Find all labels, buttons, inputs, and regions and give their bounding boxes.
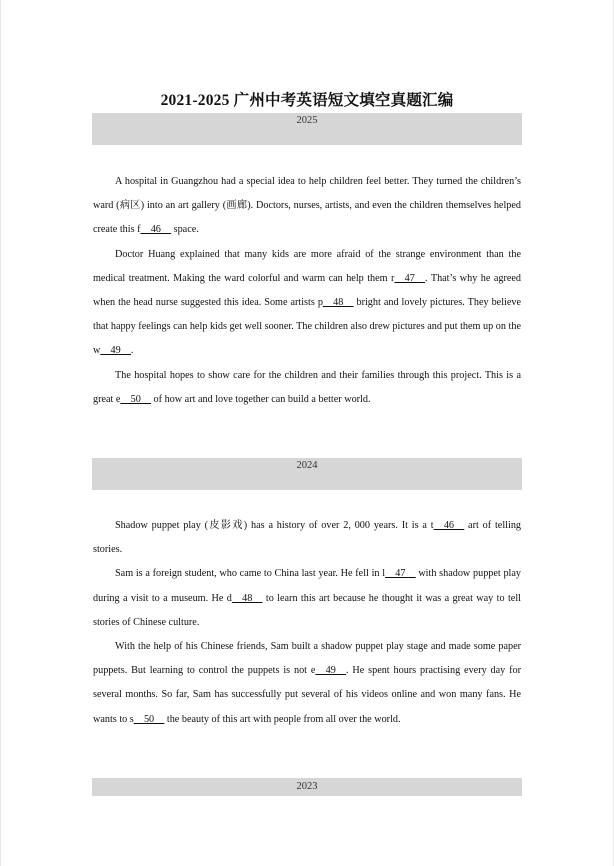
text: . That’s why he agreed when the head nurse suggested this idea. Some artists p: [93, 272, 521, 309]
text: of how art and love together can build a better world.: [151, 393, 371, 405]
page-title: 2021-2025 广州中考英语短文填空真题汇编: [160, 92, 454, 109]
year-label: 2025: [296, 115, 318, 126]
year-header-2025: [92, 113, 522, 145]
text: Sam is a foreign student, who came to China last year. He fell in l: [115, 568, 386, 580]
paragraph: [93, 170, 521, 243]
paragraph: [93, 514, 521, 562]
blank-49: __49__: [315, 665, 346, 677]
year-header-2024: [92, 458, 522, 490]
blank-47: __47__: [394, 272, 426, 284]
blank-49: __49__: [100, 345, 131, 357]
blank-46: __46__: [433, 520, 465, 531]
paragraph: [93, 243, 521, 364]
paragraph: [93, 364, 521, 412]
text: with shadow puppet play during a visit to a museum. He d: [93, 568, 521, 604]
blank-48: __48__: [322, 297, 354, 309]
blank-47: __47__: [385, 568, 416, 580]
year-header-2023: [92, 778, 522, 796]
text: The hospital hopes to show care for the children and their families through this project. This is a great e: [93, 369, 521, 405]
passage-2025: [93, 170, 521, 412]
passage-2024: [93, 514, 521, 732]
blank-50: __50__: [133, 713, 165, 725]
text: art of telling stories.: [93, 520, 522, 556]
text: space.: [171, 224, 199, 236]
year-label: 2023: [296, 781, 318, 792]
paragraph: [93, 635, 521, 732]
paragraph: [93, 562, 521, 635]
text: the beauty of this art with people from all over the world.: [164, 713, 401, 725]
blank-46: __46__: [140, 224, 172, 236]
text: . He spent hours practising every day for several months. So far, Sam has successfully put several of his videos online and won many fans. He wants to s: [93, 665, 521, 725]
text: to learn this art because he thought it was a great way to tell stories of Chinese culture.: [93, 592, 521, 628]
text: Doctor Huang explained that many kids are more afraid of the strange environment than the medical treatment. Making the ward colorful and warm can help them r: [93, 248, 521, 284]
blank-48: __48__: [231, 592, 263, 604]
year-label: 2024: [296, 460, 318, 471]
text: .: [130, 345, 134, 357]
text: A hospital in Guangzhou had a special idea to help children feel better. They turned the children’s ward (病区) into an art gallery (画廊). Doctors, nurses, artists, and even the children themselves helped create this f: [93, 176, 521, 236]
text: bright and lovely pictures. They believe that happy feelings can help kids get well sooner. The children also drew pictures and put them up on the w: [93, 297, 521, 357]
text: Shadow puppet play (皮影戏) has a history of over 2, 000 years. It is a t: [115, 520, 434, 531]
blank-50: __50__: [120, 393, 151, 405]
text: With the help of his Chinese friends, Sam built a shadow puppet play stage and made some paper puppets. But learning to control the puppets is not e: [93, 641, 521, 677]
